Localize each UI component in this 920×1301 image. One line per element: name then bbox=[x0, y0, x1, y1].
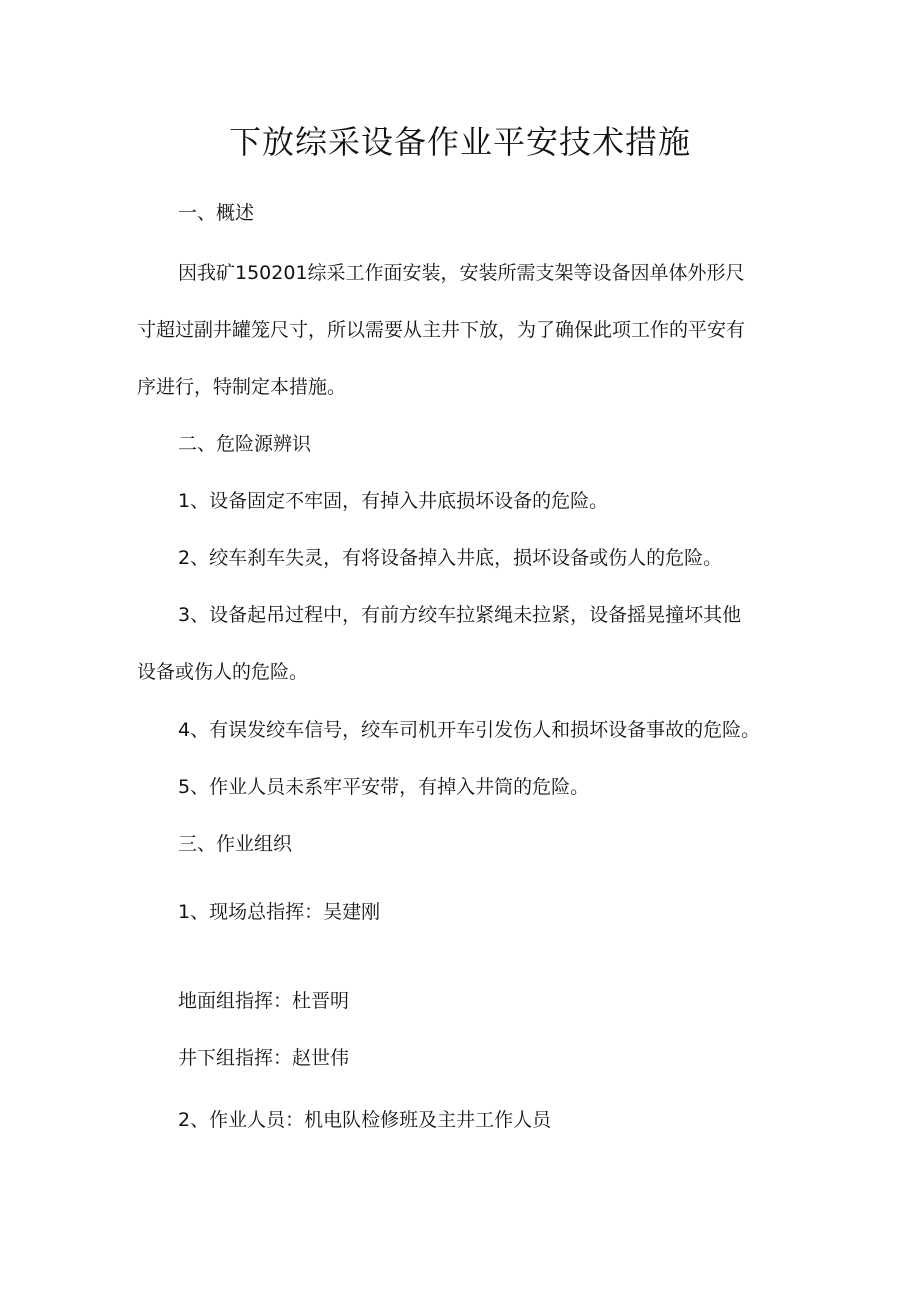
organization-item: 井下组指挥：赵世伟 bbox=[178, 1047, 350, 1069]
section-heading-organization: 三、作业组织 bbox=[178, 833, 293, 855]
paragraph-line: 寸超过副井罐笼尺寸，所以需要从主井下放，为了确保此项工作的平安有 bbox=[137, 319, 746, 341]
hazard-item: 1、设备固定不牢固，有掉入井底损坏设备的危险。 bbox=[178, 490, 609, 512]
document-title: 下放综采设备作业平安技术措施 bbox=[228, 123, 691, 161]
hazard-item: 2、绞车刹车失灵，有将设备掉入井底，损坏设备或伤人的危险。 bbox=[178, 547, 723, 569]
hazard-item: 4、有误发绞车信号，绞车司机开车引发伤人和损坏设备事故的危险。 bbox=[178, 719, 761, 741]
organization-item: 2、作业人员：机电队检修班及主井工作人员 bbox=[178, 1109, 552, 1131]
organization-item: 1、现场总指挥：吴建刚 bbox=[178, 901, 381, 923]
organization-item: 地面组指挥：杜晋明 bbox=[178, 990, 350, 1012]
section-heading-overview: 一、概述 bbox=[178, 202, 255, 224]
hazard-item-continuation: 设备或伤人的危险。 bbox=[137, 661, 309, 683]
hazard-item: 5、作业人员未系牢平安带，有掉入井筒的危险。 bbox=[178, 776, 590, 798]
paragraph-line: 因我矿150201综采工作面安装，安装所需支架等设备因单体外形尺 bbox=[178, 262, 745, 284]
section-heading-hazards: 二、危险源辨识 bbox=[178, 433, 312, 455]
paragraph-line: 序进行，特制定本措施。 bbox=[137, 376, 347, 398]
hazard-item: 3、设备起吊过程中，有前方绞车拉紧绳未拉紧，设备摇晃撞坏其他 bbox=[178, 604, 742, 626]
